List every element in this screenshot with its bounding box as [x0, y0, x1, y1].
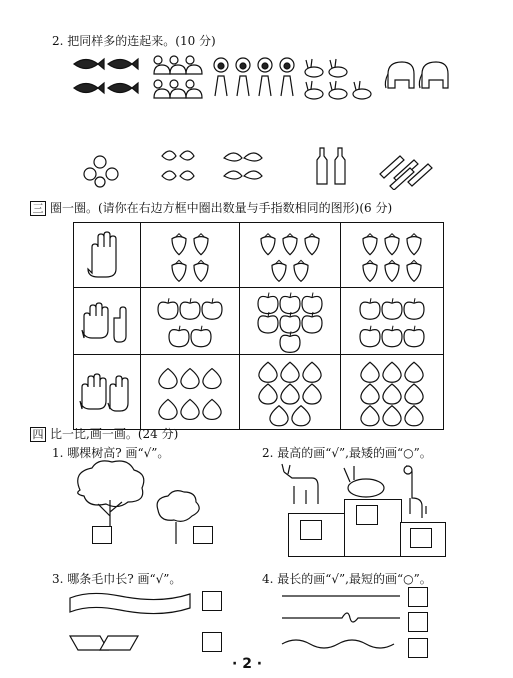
peach-cell[interactable]: [240, 355, 341, 430]
peach-icon: [181, 399, 199, 419]
strawberry-icon: [407, 260, 421, 281]
peach-cell[interactable]: [341, 355, 444, 430]
peach-icon: [259, 362, 277, 382]
lines-icon: [280, 588, 410, 660]
count-circle-table: [73, 222, 444, 430]
monkey-group-icon: [214, 58, 294, 96]
apple-cell[interactable]: [240, 288, 341, 355]
strawberry-icon: [172, 260, 186, 281]
section4-number: 四: [30, 427, 46, 442]
hand-eight-fingers-icon: [74, 355, 141, 430]
peach-icon: [361, 406, 379, 426]
rabbit-group-icon: [305, 59, 371, 99]
apple-icon: [280, 293, 300, 314]
section4-title: 比一比,画一画。(24 分): [50, 427, 179, 441]
apple-icon: [302, 312, 322, 333]
peach-icon: [405, 384, 423, 404]
peach-icon: [361, 384, 379, 404]
apple-icon: [169, 326, 189, 347]
peach-icon: [159, 399, 177, 419]
section4-q1-text: 1. 哪棵树高? 画“√”。: [52, 446, 170, 460]
section4-q3-text: 3. 哪条毛巾长? 画“√”。: [52, 572, 182, 586]
strawberry-icon: [172, 234, 186, 255]
q2-title: 2. 把同样多的连起来。(10 分): [52, 34, 216, 48]
strawberry-cell[interactable]: [341, 223, 444, 288]
scarf-short-answer-box[interactable]: [202, 632, 222, 652]
tree-left-answer-box[interactable]: [92, 526, 112, 544]
peach-icon: [383, 362, 401, 382]
duck-group-icon: [154, 56, 202, 98]
strawberry-icon: [305, 234, 319, 255]
strawberry-icon: [194, 234, 208, 255]
flower-group-icon: [84, 156, 118, 187]
peach-icon: [203, 399, 221, 419]
peach-icon: [281, 362, 299, 382]
peach-icon: [259, 384, 277, 404]
tree-right-answer-box[interactable]: [193, 526, 213, 544]
line2-answer-box[interactable]: [408, 612, 428, 632]
peach-icon: [159, 369, 177, 389]
hand-five-fingers-icon: [74, 288, 141, 355]
apple-icon: [280, 312, 300, 333]
scarves-icon: [64, 588, 204, 660]
peach-icon: [405, 406, 423, 426]
apple-icon: [404, 298, 424, 319]
strawberry-icon: [363, 260, 377, 281]
page-number: · 2 ·: [232, 656, 263, 672]
strawberry-icon: [407, 234, 421, 255]
elephant-group-icon: [385, 62, 448, 88]
peach-icon: [270, 406, 288, 426]
peach-icon: [181, 369, 199, 389]
strawberry-cell[interactable]: [141, 223, 240, 288]
object-groups-row: [78, 140, 458, 190]
peach-icon: [303, 362, 321, 382]
section4-header: [30, 425, 178, 442]
peach-icon: [383, 406, 401, 426]
strawberry-icon: [261, 234, 275, 255]
scarf-long-answer-box[interactable]: [202, 591, 222, 611]
strawberry-icon: [283, 234, 297, 255]
peach-icon: [203, 369, 221, 389]
fish-group-icon: [74, 59, 138, 93]
pencil-group-icon: [380, 156, 432, 190]
apple-icon: [360, 326, 380, 347]
hand-four-fingers-icon: [74, 223, 141, 288]
strawberry-icon: [363, 234, 377, 255]
section3-number: 三: [30, 201, 46, 216]
apple-icon: [158, 298, 178, 319]
rabbit-answer-box[interactable]: [356, 505, 378, 525]
apple-cell[interactable]: [341, 288, 444, 355]
apple-icon: [302, 293, 322, 314]
strawberry-icon: [385, 260, 399, 281]
section3-header: [30, 199, 392, 216]
peach-cell[interactable]: [141, 355, 240, 430]
bottle-group-icon: [317, 148, 345, 184]
leaf-group-icon: [162, 151, 194, 180]
peach-icon: [361, 362, 379, 382]
apple-cell[interactable]: [141, 288, 240, 355]
animal-groups-row: [70, 52, 450, 107]
strawberry-cell[interactable]: [240, 223, 341, 288]
apple-icon: [382, 326, 402, 347]
goat-answer-box[interactable]: [300, 520, 322, 540]
strawberry-icon: [272, 260, 286, 281]
strawberry-icon: [294, 260, 308, 281]
apple-icon: [360, 298, 380, 319]
apple-icon: [404, 326, 424, 347]
strawberry-icon: [194, 260, 208, 281]
line3-answer-box[interactable]: [408, 638, 428, 658]
peach-icon: [383, 384, 401, 404]
apple-icon: [382, 298, 402, 319]
shrimp-group-icon: [224, 153, 262, 179]
section4-q2-text: 2. 最高的画“√”,最矮的画“○”。: [262, 446, 432, 460]
peach-icon: [281, 384, 299, 404]
peach-icon: [303, 384, 321, 404]
apple-icon: [191, 326, 211, 347]
apple-icon: [180, 298, 200, 319]
section3-title: 圈一圈。(请你在右边方框中圈出数量与手指数相同的图形)(6 分): [50, 201, 393, 215]
apple-icon: [280, 331, 300, 352]
apple-icon: [258, 293, 278, 314]
deer-answer-box[interactable]: [410, 528, 432, 548]
section4-q4-text: 4. 最长的画“√”,最短的画“○”。: [262, 572, 432, 586]
line1-answer-box[interactable]: [408, 587, 428, 607]
peach-icon: [405, 362, 423, 382]
peach-icon: [292, 406, 310, 426]
apple-icon: [202, 298, 222, 319]
apple-icon: [258, 312, 278, 333]
strawberry-icon: [385, 234, 399, 255]
